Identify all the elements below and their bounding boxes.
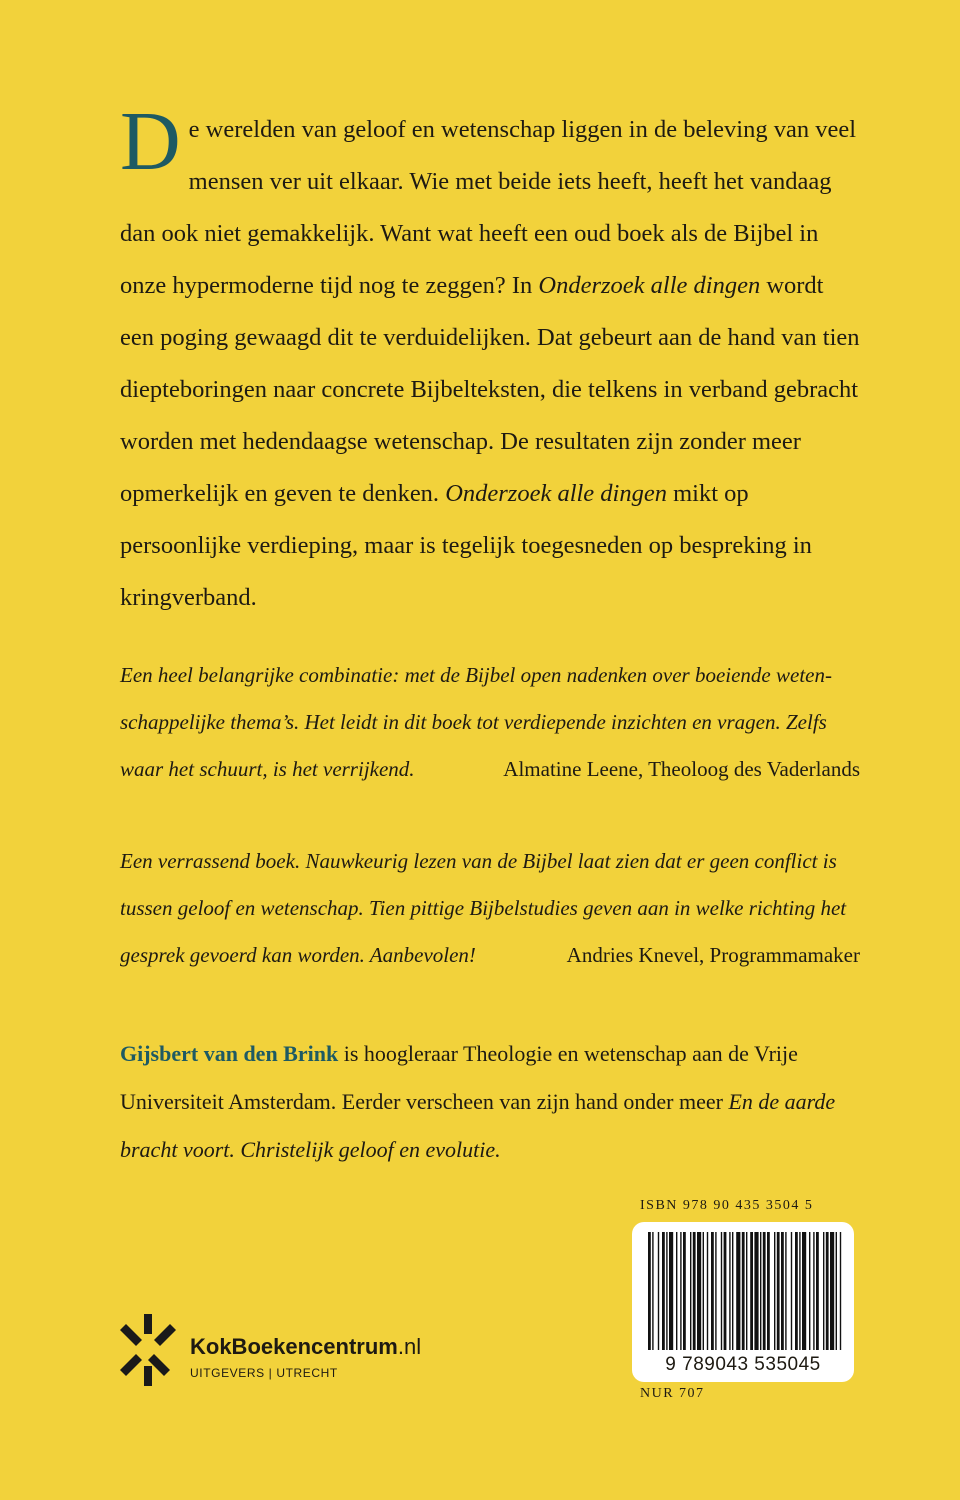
isbn-label: ISBN 978 90 435 3504 5 bbox=[640, 1198, 814, 1213]
book-title-italic: Onderzoek alle dingen bbox=[445, 480, 667, 507]
quote-author: Andries Knevel, Programmamaker bbox=[566, 943, 860, 967]
quote-author: Almatine Leene, Theoloog des Vaderlands bbox=[503, 757, 860, 781]
blurb-text-3: mikt op persoonlijke verdieping, maar is tegelijk toegesneden op bespreking in kringverband. bbox=[120, 480, 812, 611]
publisher-name: KokBoekencentrum.nl bbox=[190, 1334, 422, 1359]
endorsement-quote bbox=[120, 838, 860, 979]
author-bio bbox=[120, 1030, 860, 1174]
bio-text: is hoogleraar Theologie en wetenschap aan de Vrije Universiteit Amsterdam. Eerder verscheen van zijn hand onder meer bbox=[120, 1041, 798, 1114]
nur-code: NUR 707 bbox=[640, 1386, 705, 1401]
book-title-italic: Onderzoek alle dingen bbox=[538, 272, 761, 299]
drop-cap: D bbox=[120, 95, 181, 188]
barcode-number: 9 789043 535045 bbox=[665, 1354, 821, 1375]
author-name: Gijsbert van den Brink bbox=[120, 1041, 339, 1066]
kokboekencentrum-logo-icon bbox=[120, 1312, 176, 1388]
publisher-subtitle: UITGEVERS | UTRECHT bbox=[190, 1366, 338, 1380]
quote-text: Een heel belangrijke combinatie: met de Bijbel open nadenken over boeiende wetenschappelijke thema’s. Het leidt in dit boek tot verdiepende inzichten en vragen. Zelfs waar het schuurt, is het verrijkend. bbox=[120, 663, 832, 781]
quote-text: Een verrassend boek. Nauwkeurig lezen van de Bijbel laat zien dat er geen conflict is tussen geloof en wetenschap. Tien pittige Bijbelstudies geven aan in welke richting het gesprek gevoerd kan worden. Aanbevolen! bbox=[120, 849, 847, 967]
back-cover-blurb bbox=[120, 95, 860, 624]
barcode bbox=[632, 1222, 854, 1382]
barcode-bars bbox=[642, 1232, 844, 1350]
blurb-text-1: e werelden van geloof en wetenschap liggen in de beleving van veel mensen ver uit elkaar. Wie met beide iets heeft, heeft het vandaag dan ook niet gemakkelijk. Want wat heeft een oud boek als de Bijbel in onze hypermoderne tijd nog te zeggen? In bbox=[120, 116, 857, 299]
blurb-text-2: wordt een poging gewaagd dit te verduidelijken. Dat gebeurt aan de hand van tien diepteboringen naar concrete Bijbelteksten, die telkens in verband gebracht worden met hedendaagse wetenschap. De resultaten zijn zonder meer opmerkelijk en geven te denken. bbox=[120, 272, 860, 507]
previous-book-title: En de aarde bracht voort. Christelijk geloof en evolutie. bbox=[120, 1089, 836, 1162]
endorsement-quote bbox=[120, 652, 860, 793]
